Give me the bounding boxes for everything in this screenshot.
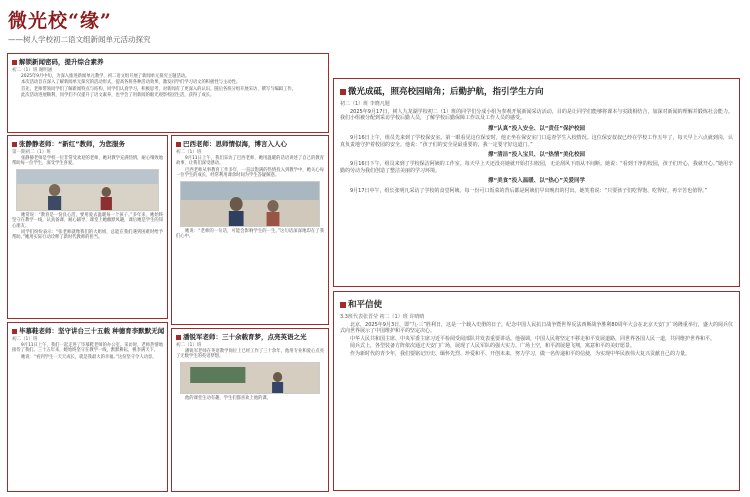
- article-photo: [180, 362, 320, 394]
- section-heading: 撑“认真”投入安全、以“责任”保护校园: [488, 125, 585, 132]
- teacher-photo-icon: [181, 182, 319, 226]
- paragraph: 张静静老师是学校一位非常受欢迎的老师，她对教学充满热情，耐心细致地帮助每一位学生，深受学生喜爱。: [12, 156, 163, 167]
- article-box-baxi-teacher: [171, 135, 329, 325]
- bullet-icon: [12, 142, 17, 147]
- paragraph: 此次活动进展顺利，同学们不仅提升了语文素养，也学会了用新闻的眼光观察校园生活，获得了成长。: [21, 93, 215, 99]
- paragraph: 北京，2025年9月3日，即“九·三”胜利日，这是一个载入史册的日子。纪念中国人民抗日战争暨世界反法西斯战争胜利80周年大会在北京天安门广场隆重举行，盛大的阅兵仪式向世界展示了中国维护和平的坚定决心。: [340, 322, 733, 335]
- article-body: [8, 156, 167, 241]
- bullet-icon: [12, 60, 17, 65]
- paragraph: 她说：“老师的一句话，可能会影响学生的一生。”这句话深深地印在了我们心中。: [176, 228, 324, 240]
- article-byline: 初二（1）班 李晓凡题: [340, 101, 390, 107]
- paragraph: 9月11日上午，我们一起走进了毕慕鞋老师的办公室。采访时，老师热情地接待了我们。三十五年来，她始终坚守在教学一线，默默耕耘，桃李满天下。: [12, 343, 163, 354]
- feature-byline: 初二（1）班 谢明涵: [12, 68, 53, 73]
- bullet-icon: [340, 89, 346, 95]
- article-body: [334, 109, 739, 194]
- bullet-icon: [176, 335, 181, 340]
- paragraph: 9月16日下午，组员来到了学校保洁阿姨的工作室。每天早上天还没亮她就开始打扫校园，无论刮风下雨从不间断。她说：“看到干净的校园，孩子们开心，我就开心。”她用辛勤的劳动为我们创造了整洁美丽的学习环境。: [340, 161, 733, 174]
- article-byline: 初二（1）班: [12, 337, 38, 342]
- article-byline: 初二（1）班: [176, 343, 202, 348]
- paragraph: 她说：“看到学生一天天成长，就是我最大的幸福。”这份坚守令人动容。: [21, 354, 157, 360]
- paragraph: 9月17日中午，组长张明凡采访了学校的食堂阿姨。每一份可口饭菜的背后都是阿姨们早出晚归的付出。她笑着说：“只要孩子们吃得饱、吃得好，再辛苦也值得。”: [350, 187, 708, 194]
- paragraph: 中华人民共和国主席、中央军委主席习近平检阅受阅部队并发表重要讲话。他强调，中国人民将坚定不移走和平发展道路，同世界各国人民一道，共同维护世界和平。: [350, 335, 716, 342]
- feature-box-news-literacy: [7, 53, 329, 133]
- paragraph: 阅兵式上，各型装备方阵依次通过天安门广场，展现了人民军队的强大实力。广场上空，和平鸽展翅飞翔，寓意和平的美好愿景。: [350, 343, 636, 350]
- paragraph: 她常说：“教育是一份良心活，要用爱去温暖每一个孩子。”多年来，她始终坚守在教学一线，认真备课、耐心辅导，课堂上她幽默风趣，课后她是学生的知心朋友。: [12, 212, 163, 229]
- bullet-icon: [340, 302, 346, 308]
- feature-body: [8, 74, 328, 99]
- article-title: 微光成砥，照亮校园暗角；后勤护航，指引学生方向: [348, 87, 544, 97]
- feature-title: 解锁新闻密码，提升综合素养: [19, 58, 104, 66]
- article-title: 张静静老师：“新红”教师，为您服务: [19, 140, 126, 148]
- article-body: [172, 349, 328, 401]
- english-class-photo-icon: [181, 363, 319, 393]
- classroom-photo-icon: [17, 170, 158, 210]
- paragraph: 9月16日上午，组员先来到了学校保安室。第一眼看见这位保安时，他正坐在保安室门口巡查学生入校情况。这位保安叔叔已经在学校工作五年了，每天早上六点就到岗，认真负责地守护着校园的安全。他说：“孩子们的安全是最重要的，我一定要守好这道门。”: [340, 135, 733, 148]
- article-byline: 3.3班代表张晋莹 初二（1）班 许晴晴: [340, 314, 425, 320]
- section-heading: 撑“美食”投入温暖、以“热心”关爱同学: [488, 178, 585, 185]
- article-body: [334, 322, 739, 357]
- paragraph: 作为新时代的青少年，我们要铭记历史、缅怀先烈、珍爱和平、开创未来，努力学习，做一名传递和平的信使，为实现中华民族伟大复兴贡献自己的力量。: [350, 350, 691, 357]
- article-body: [172, 156, 328, 239]
- article-photo: [16, 169, 159, 211]
- article-box-zhang-teacher: [7, 135, 168, 319]
- article-byline: 初二（1）班: [176, 150, 202, 155]
- page-subtitle: ——树人学校初二语文组新闻单元活动探究: [8, 35, 151, 44]
- article-photo: [180, 181, 320, 227]
- section-heading: 撑“清洁”投入宝贝、以“热情”美化校园: [488, 152, 585, 159]
- article-intro: 2025年9月17日，树人九龙湖学校初二（1）班的同学们分成小组为参观开展新闻采访活动，目的是让同学们能够将课本与实践相结合，加深对新闻的理解并锻炼社会能力。我们小组被分配到采访学校后勤人员，了解学校后勤保障工作以及工作人员的感受。: [340, 109, 733, 122]
- paragraph: 同学们纷纷表示：“张老师就像我们的大姐姐，总能在我们遇到困难时给予帮助。”她用实际行动诠释了新时代教师的担当。: [12, 230, 163, 241]
- article-title: 和平信使: [348, 300, 383, 310]
- article-box-bi-teacher: [7, 322, 168, 492]
- paragraph: 巴西老师从事教育工作多年，一直以饱满的热情投入到教学中，她关心每一位学生的成长，经常利用课余时间为学生答疑解惑。: [176, 167, 324, 179]
- article-box-pan-teacher: [171, 328, 329, 492]
- article-byline: 第一期初二（1）班: [12, 150, 51, 155]
- article-body: [8, 343, 167, 360]
- page-title: 微光校“缘”: [8, 10, 112, 32]
- paragraph: 9月11日上午，我们采访了巴西老师，她用温暖的话语讲述了自己的教育故事，让我们深受感动。: [176, 156, 324, 167]
- article-box-peace-messenger: [333, 291, 740, 491]
- paragraph: 首先，老师带领同学们了解新闻特点与结构，同学们认真学习，积极思考，对新闻有了更深入的认识。随后各班分组开展采访、撰写与编辑工作。: [21, 86, 296, 92]
- paragraph: 潘锐军老师在英语教学岗位上已经工作了三十余年，他用专业和爱心点亮了无数学生的英语梦想。: [176, 349, 324, 360]
- newsletter-header: [8, 6, 288, 50]
- bullet-icon: [176, 142, 181, 147]
- paragraph: 本次活动旨在深入了解新闻单元探究的活动形式，提高各班各种活动效果，激发同学们学习语文的积极性与主动性。: [21, 80, 241, 86]
- bullet-icon: [12, 329, 17, 334]
- article-title: 毕慕鞋老师：坚守讲台三十五载 种德育李默默无闻: [19, 327, 165, 335]
- paragraph: 他的课堂生动有趣，学生们都喜欢上他的课。: [185, 395, 271, 401]
- paragraph: 2025年9月中旬，为深入推进新闻单元教学，初二语文组开展了新闻单元探究主题活动。: [21, 74, 190, 79]
- article-box-logistics: [333, 78, 740, 287]
- article-title: 潘锐军老师：三十余载育梦，点亮英语之光: [183, 333, 307, 341]
- article-title: 巴西老师：思师情似海，博言入人心: [183, 140, 287, 148]
